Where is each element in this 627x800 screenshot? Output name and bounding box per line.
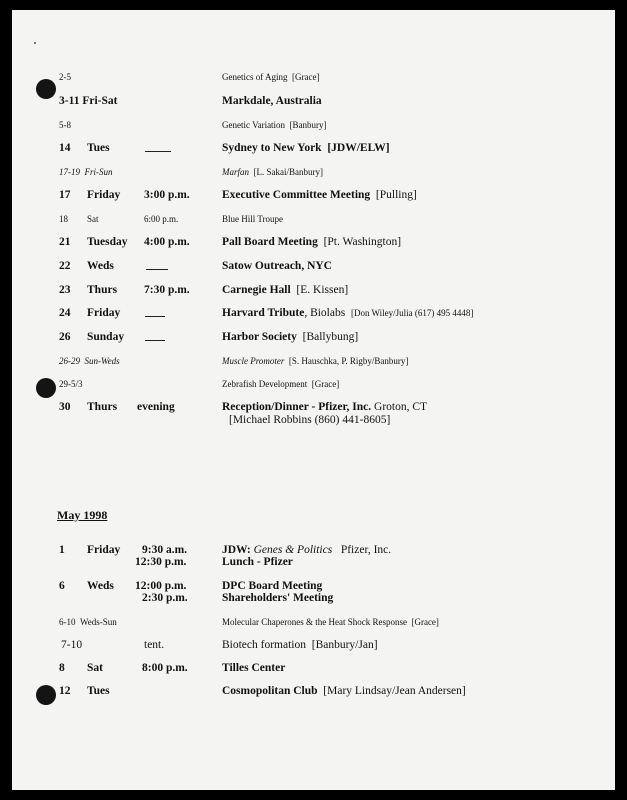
event-title: Harvard Tribute: [222, 307, 305, 319]
event: [222, 72, 319, 82]
time: tent.: [144, 639, 165, 651]
date: 30: [59, 401, 71, 413]
date: 17-19 Fri-Sun: [59, 167, 113, 177]
blank-time-line: [146, 260, 168, 270]
event-note: [Mary Lindsay/Jean Andersen]: [323, 685, 466, 697]
event-title: Pall Board Meeting: [222, 236, 318, 248]
event-title: JDW:: [222, 544, 251, 556]
time: 4:00 p.m.: [144, 236, 190, 248]
blank-time-line: [145, 142, 171, 152]
event-title: Lunch - Pfizer: [222, 556, 293, 568]
weekday: Weds: [87, 580, 114, 592]
weekday: Tues: [87, 685, 110, 697]
weekday: Thurs: [87, 401, 118, 413]
event-note: Groton, CT: [374, 401, 428, 413]
weekday: Sunday: [87, 331, 125, 343]
event-title: Marfan: [222, 167, 249, 177]
date: 29-5/3: [59, 379, 83, 389]
event-title: Tilles Center: [222, 662, 286, 674]
event-note: Pfizer, Inc.: [340, 544, 392, 556]
event-title: Muscle Promoter: [222, 356, 285, 366]
event-title: Harbor Society: [222, 331, 297, 343]
event-title: Shareholders' Meeting: [222, 592, 334, 604]
weekday: Tues: [87, 142, 110, 154]
date: 26-29 Sun-Weds: [59, 356, 120, 366]
event-note: [S. Hauschka, P. Rigby/Banbury]: [288, 356, 409, 366]
date: 8: [59, 662, 65, 674]
date: 5-8: [59, 120, 71, 130]
punch-hole: [36, 378, 56, 398]
time: 3:00 p.m.: [144, 189, 190, 201]
weekday: Tuesday: [87, 236, 128, 248]
weekday: Weds: [87, 260, 114, 272]
weekday: Sat: [87, 662, 103, 674]
date: 22: [59, 260, 71, 272]
contact-note: [Michael Robbins (860) 441-8605]: [229, 414, 391, 426]
event-note: [Grace]: [292, 72, 320, 82]
event-title: Blue Hill Troupe: [222, 214, 284, 224]
date: 24: [59, 307, 71, 319]
weekday: Sat: [87, 214, 99, 224]
event-title: Cosmopolitan Club: [222, 685, 318, 697]
contact-note: [Don Wiley/Julia (617) 495 4448]: [350, 308, 474, 318]
event-note: [E. Kissen]: [296, 284, 349, 296]
event-note: , Biolabs: [304, 307, 346, 319]
blank-time-line: [145, 307, 165, 317]
event-note: [Grace]: [411, 617, 439, 627]
event-note: [Banbury/Jan]: [311, 639, 378, 651]
document-page: [12, 10, 615, 790]
event-title: Satow Outreach, NYC: [222, 260, 332, 272]
event-title: Sydney to New York: [222, 142, 322, 154]
date: 1: [59, 544, 65, 556]
date: 17: [59, 189, 71, 201]
event-title: Carnegie Hall: [222, 284, 291, 296]
event-note: [Ballybung]: [302, 331, 359, 343]
date: 21: [59, 236, 71, 248]
month-heading: May 1998: [57, 508, 108, 522]
punch-hole: [36, 685, 56, 705]
time: 12:30 p.m.: [135, 556, 187, 568]
event-title: Markdale, Australia: [222, 95, 322, 107]
time: 2:30 p.m.: [142, 592, 188, 604]
date: 6-10 Weds-Sun: [59, 617, 117, 627]
event-note: [JDW/ELW]: [327, 142, 390, 154]
speck: [34, 42, 36, 44]
event-note: [Grace]: [311, 379, 340, 389]
event-note: [Pt. Washington]: [323, 236, 402, 248]
weekday: Friday: [87, 544, 121, 556]
date: 7-10: [61, 639, 83, 651]
event-title: DPC Board Meeting: [222, 580, 323, 592]
date: 23: [59, 284, 71, 296]
event-title: Biotech formation: [222, 639, 306, 651]
date: 14: [59, 142, 71, 154]
event-note: [Banbury]: [289, 120, 327, 130]
date: 2-5: [59, 72, 71, 82]
weekday: Friday: [87, 307, 121, 319]
event-note: [Pulling]: [375, 189, 417, 201]
time: evening: [137, 401, 175, 413]
event-title: Genetic Variation: [222, 120, 286, 130]
weekday: Friday: [87, 189, 121, 201]
time: 8:00 p.m.: [142, 662, 188, 674]
event-title: Executive Committee Meeting: [222, 189, 371, 201]
event-title: Reception/Dinner - Pfizer, Inc.: [222, 401, 372, 413]
event-title: Genetics of Aging: [222, 72, 288, 82]
time: 7:30 p.m.: [144, 284, 190, 296]
date: 3-11 Fri-Sat: [59, 95, 118, 107]
punch-hole: [36, 79, 56, 99]
event-title: Zebrafish Development: [222, 379, 308, 389]
date: 18: [59, 214, 68, 224]
event-title: Molecular Chaperones & the Heat Shock Response: [222, 617, 407, 627]
time: 6:00 p.m.: [144, 214, 179, 224]
date: 12: [59, 685, 71, 697]
time: 12:00 p.m.: [135, 580, 187, 592]
event-note: [L. Sakai/Banbury]: [253, 167, 323, 177]
weekday: Thurs: [87, 284, 118, 296]
blank-time-line: [145, 331, 165, 341]
date: 6: [59, 580, 65, 592]
time: 9:30 a.m.: [142, 544, 188, 556]
event-subtitle: Genes & Politics: [253, 544, 333, 556]
date: 26: [59, 331, 71, 343]
